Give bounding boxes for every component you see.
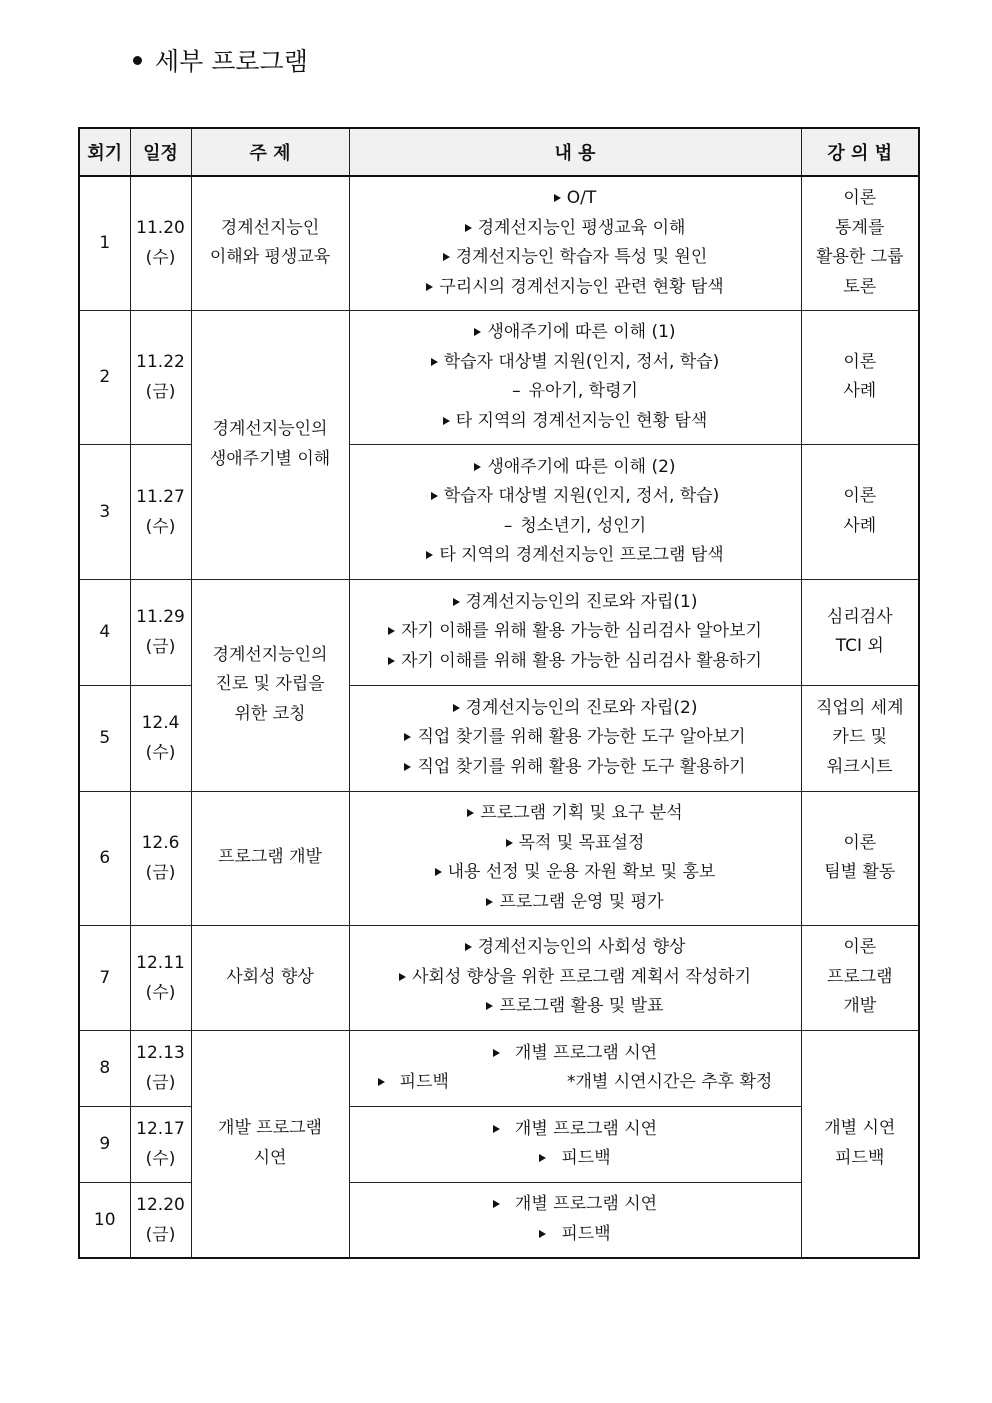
triangle-bullet-icon bbox=[388, 627, 395, 635]
content-item-text: 목적 및 목표설정 bbox=[518, 832, 645, 853]
triangle-bullet-icon bbox=[435, 868, 442, 876]
content-item bbox=[354, 694, 797, 724]
content-cell bbox=[349, 925, 801, 1030]
method-line: 워크시트 bbox=[826, 756, 893, 777]
table-row bbox=[79, 925, 919, 1030]
header-method: 강 의 법 bbox=[801, 128, 919, 176]
method-line: 피드백 bbox=[835, 1147, 885, 1168]
content-cell bbox=[349, 579, 801, 685]
content-item bbox=[354, 377, 797, 407]
content-item bbox=[354, 482, 797, 512]
content-item bbox=[354, 888, 797, 918]
triangle-bullet-icon bbox=[554, 194, 561, 202]
content-item-text: 경계선지능인 평생교육 이해 bbox=[477, 217, 686, 238]
method-line: 활용한 그룹 bbox=[815, 247, 904, 268]
content-item-text: 피드백 bbox=[561, 1223, 611, 1244]
session-number: 5 bbox=[79, 685, 130, 791]
table-row bbox=[79, 310, 919, 444]
topic-line: 프로그램 개발 bbox=[218, 847, 322, 868]
content-item bbox=[354, 243, 797, 273]
method-cell bbox=[801, 1030, 919, 1258]
content-item-text: 개별 프로그램 시연 bbox=[514, 1194, 658, 1215]
session-number: 6 bbox=[79, 791, 130, 925]
table-row bbox=[79, 579, 919, 685]
method-cell bbox=[801, 444, 919, 579]
content-cell bbox=[349, 685, 801, 791]
content-cell bbox=[349, 310, 801, 444]
content-item-text: 타 지역의 경계선지능인 현황 탐색 bbox=[455, 410, 708, 431]
header-session: 회기 bbox=[79, 128, 130, 176]
content-note: *개별 시연시간은 추후 확정 bbox=[566, 1072, 773, 1092]
topic-line: 경계선지능인의 bbox=[212, 644, 328, 665]
topic-line: 개발 프로그램 bbox=[218, 1118, 322, 1139]
content-item-text: 경계선지능인의 진로와 자립(1) bbox=[465, 591, 698, 612]
dash-bullet-icon: – bbox=[512, 381, 521, 401]
topic-line: 경계선지능인의 bbox=[212, 419, 328, 439]
session-date: 11.29 (금) bbox=[130, 579, 191, 685]
method-line: 이론 bbox=[843, 937, 877, 958]
method-line: 사례 bbox=[843, 381, 877, 401]
topic-line: 사회성 향상 bbox=[226, 966, 314, 987]
method-line: 이론 bbox=[843, 351, 877, 372]
content-item bbox=[354, 273, 797, 303]
triangle-bullet-icon bbox=[388, 657, 395, 665]
triangle-bullet-icon bbox=[474, 328, 481, 336]
content-item bbox=[354, 184, 797, 214]
bullet-dot-icon bbox=[133, 56, 142, 65]
triangle-bullet-icon bbox=[493, 1125, 500, 1133]
triangle-bullet-icon bbox=[493, 1200, 500, 1208]
method-cell bbox=[801, 310, 919, 444]
method-line: 카드 및 bbox=[832, 727, 888, 748]
method-line: 이론 bbox=[843, 486, 877, 506]
content-item-text: 사회성 향상을 위한 프로그램 계획서 작성하기 bbox=[411, 966, 752, 987]
triangle-bullet-icon bbox=[486, 1002, 493, 1010]
content-item bbox=[354, 647, 797, 677]
triangle-bullet-icon bbox=[486, 898, 493, 906]
method-cell bbox=[801, 176, 919, 310]
triangle-bullet-icon bbox=[465, 224, 472, 232]
session-date: 12.17 (수) bbox=[130, 1106, 191, 1182]
topic-cell bbox=[191, 1030, 349, 1258]
content-item-text: 경계선지능인의 사회성 향상 bbox=[477, 937, 686, 958]
program-schedule-table bbox=[78, 127, 920, 1259]
content-item bbox=[354, 617, 797, 647]
content-item-text: 피드백 bbox=[561, 1148, 611, 1168]
section-title: 세부 프로그램 bbox=[155, 47, 308, 76]
session-date: 11.22 (금) bbox=[130, 310, 191, 444]
content-item bbox=[354, 348, 797, 378]
method-line: 토론 bbox=[843, 276, 877, 297]
content-item bbox=[354, 453, 797, 483]
method-cell bbox=[801, 925, 919, 1030]
topic-cell bbox=[191, 925, 349, 1030]
topic-line: 위한 코칭 bbox=[234, 703, 306, 724]
content-cell bbox=[349, 444, 801, 579]
topic-cell bbox=[191, 791, 349, 925]
content-item-text: 경계선지능인의 진로와 자립(2) bbox=[465, 697, 698, 718]
header-date: 일정 bbox=[130, 128, 191, 176]
method-cell bbox=[801, 579, 919, 685]
method-line: 이론 bbox=[843, 188, 877, 209]
content-item bbox=[354, 753, 797, 783]
content-item-text: 직업 찾기를 위해 활용 가능한 도구 알아보기 bbox=[417, 727, 746, 748]
session-number: 10 bbox=[79, 1182, 130, 1258]
table-header-row bbox=[79, 128, 919, 176]
content-item-text: 구리시의 경계선지능인 관련 현황 탐색 bbox=[439, 276, 724, 297]
triangle-bullet-icon bbox=[453, 598, 460, 606]
topic-line: 경계선지능인 bbox=[220, 217, 320, 238]
method-line: TCI 외 bbox=[835, 636, 884, 656]
session-date: 12.20 (금) bbox=[130, 1182, 191, 1258]
content-item bbox=[354, 829, 797, 859]
triangle-bullet-icon bbox=[539, 1230, 546, 1238]
content-item-text: 자기 이해를 위해 활용 가능한 심리검사 알아보기 bbox=[401, 621, 762, 642]
triangle-bullet-icon bbox=[431, 358, 438, 366]
content-item-text: 개별 프로그램 시연 bbox=[514, 1042, 658, 1063]
table-row bbox=[79, 176, 919, 310]
method-cell bbox=[801, 791, 919, 925]
triangle-bullet-icon bbox=[493, 1049, 500, 1057]
content-item-text: 유아기, 학령기 bbox=[528, 381, 638, 401]
content-item-text: 개별 프로그램 시연 bbox=[514, 1118, 658, 1139]
session-date: 11.27 (수) bbox=[130, 444, 191, 579]
content-item bbox=[354, 1220, 797, 1250]
content-item bbox=[354, 1039, 797, 1069]
triangle-bullet-icon bbox=[404, 733, 411, 741]
content-item bbox=[354, 318, 797, 348]
method-line: 직업의 세계 bbox=[815, 697, 904, 718]
session-number: 9 bbox=[79, 1106, 130, 1182]
session-date: 11.20 (수) bbox=[130, 176, 191, 310]
content-cell bbox=[349, 791, 801, 925]
content-item bbox=[354, 1190, 797, 1220]
topic-cell bbox=[191, 176, 349, 310]
session-number: 8 bbox=[79, 1030, 130, 1106]
content-item bbox=[354, 858, 797, 888]
method-line: 팀별 활동 bbox=[824, 862, 896, 882]
triangle-bullet-icon bbox=[399, 973, 406, 981]
triangle-bullet-icon bbox=[443, 253, 450, 261]
content-item bbox=[354, 1068, 797, 1098]
content-item bbox=[354, 963, 797, 993]
content-item-text: 피드백 bbox=[399, 1072, 449, 1092]
method-line: 개발 bbox=[843, 996, 877, 1017]
session-date: 12.13 (금) bbox=[130, 1030, 191, 1106]
triangle-bullet-icon bbox=[474, 463, 481, 471]
method-line: 이론 bbox=[843, 832, 877, 853]
content-item-text: 자기 이해를 위해 활용 가능한 심리검사 활용하기 bbox=[401, 650, 762, 671]
content-cell bbox=[349, 1106, 801, 1182]
content-item bbox=[354, 933, 797, 963]
triangle-bullet-icon bbox=[426, 551, 433, 559]
topic-line: 이해와 평생교육 bbox=[209, 247, 331, 268]
content-item bbox=[354, 1144, 797, 1174]
triangle-bullet-icon bbox=[467, 809, 474, 817]
session-number: 3 bbox=[79, 444, 130, 579]
triangle-bullet-icon bbox=[506, 839, 513, 847]
content-item-text: 직업 찾기를 위해 활용 가능한 도구 활용하기 bbox=[417, 756, 746, 777]
triangle-bullet-icon bbox=[426, 283, 433, 291]
session-number: 1 bbox=[79, 176, 130, 310]
triangle-bullet-icon bbox=[378, 1078, 385, 1086]
session-number: 2 bbox=[79, 310, 130, 444]
content-item bbox=[354, 799, 797, 829]
topic-cell bbox=[191, 310, 349, 579]
header-topic: 주 제 bbox=[191, 128, 349, 176]
content-cell bbox=[349, 1182, 801, 1258]
triangle-bullet-icon bbox=[431, 492, 438, 500]
method-line: 심리검사 bbox=[826, 606, 893, 627]
content-item bbox=[354, 1115, 797, 1145]
topic-line: 시연 bbox=[253, 1147, 287, 1168]
content-item-text: 청소년기, 성인기 bbox=[520, 515, 647, 536]
content-cell bbox=[349, 1030, 801, 1106]
content-item-text: 프로그램 운영 및 평가 bbox=[499, 891, 664, 912]
topic-line: 생애주기별 이해 bbox=[209, 448, 331, 469]
table-row bbox=[79, 791, 919, 925]
content-item-text: 내용 선정 및 운용 자원 확보 및 홍보 bbox=[447, 862, 716, 882]
content-item-text: 생애주기에 따른 이해 (1) bbox=[487, 322, 676, 342]
method-cell bbox=[801, 685, 919, 791]
content-item-text: 생애주기에 따른 이해 (2) bbox=[487, 456, 676, 477]
method-line: 통계를 bbox=[835, 217, 885, 238]
content-item bbox=[354, 588, 797, 618]
topic-line: 진로 및 자립을 bbox=[215, 674, 325, 695]
triangle-bullet-icon bbox=[443, 417, 450, 425]
content-item-text: O/T bbox=[566, 188, 597, 209]
dash-bullet-icon: – bbox=[503, 515, 513, 536]
content-item bbox=[354, 723, 797, 753]
session-date: 12.6 (금) bbox=[130, 791, 191, 925]
method-line: 사례 bbox=[843, 515, 877, 536]
triangle-bullet-icon bbox=[539, 1154, 546, 1162]
session-number: 4 bbox=[79, 579, 130, 685]
session-number: 7 bbox=[79, 925, 130, 1030]
content-item-text: 학습자 대상별 지원(인지, 정서, 학습) bbox=[443, 351, 720, 372]
content-item bbox=[354, 992, 797, 1022]
header-content: 내 용 bbox=[349, 128, 801, 176]
content-item bbox=[354, 512, 797, 542]
method-line: 개별 시연 bbox=[824, 1118, 896, 1139]
method-line: 프로그램 bbox=[826, 966, 893, 987]
triangle-bullet-icon bbox=[453, 704, 460, 712]
table-row bbox=[79, 1030, 919, 1106]
content-item-text: 프로그램 기획 및 요구 분석 bbox=[480, 803, 683, 823]
content-item bbox=[354, 407, 797, 437]
content-item-text: 학습자 대상별 지원(인지, 정서, 학습) bbox=[443, 486, 720, 506]
section-heading bbox=[133, 40, 308, 80]
session-date: 12.4 (수) bbox=[130, 685, 191, 791]
triangle-bullet-icon bbox=[465, 943, 472, 951]
topic-cell bbox=[191, 579, 349, 791]
content-item-text: 경계선지능인 학습자 특성 및 원인 bbox=[455, 247, 708, 268]
triangle-bullet-icon bbox=[404, 763, 411, 771]
content-cell bbox=[349, 176, 801, 310]
content-item bbox=[354, 541, 797, 571]
content-item-text: 프로그램 활용 및 발표 bbox=[499, 996, 664, 1017]
session-date: 12.11 (수) bbox=[130, 925, 191, 1030]
content-item-text: 타 지역의 경계선지능인 프로그램 탐색 bbox=[439, 545, 724, 565]
content-item bbox=[354, 214, 797, 244]
